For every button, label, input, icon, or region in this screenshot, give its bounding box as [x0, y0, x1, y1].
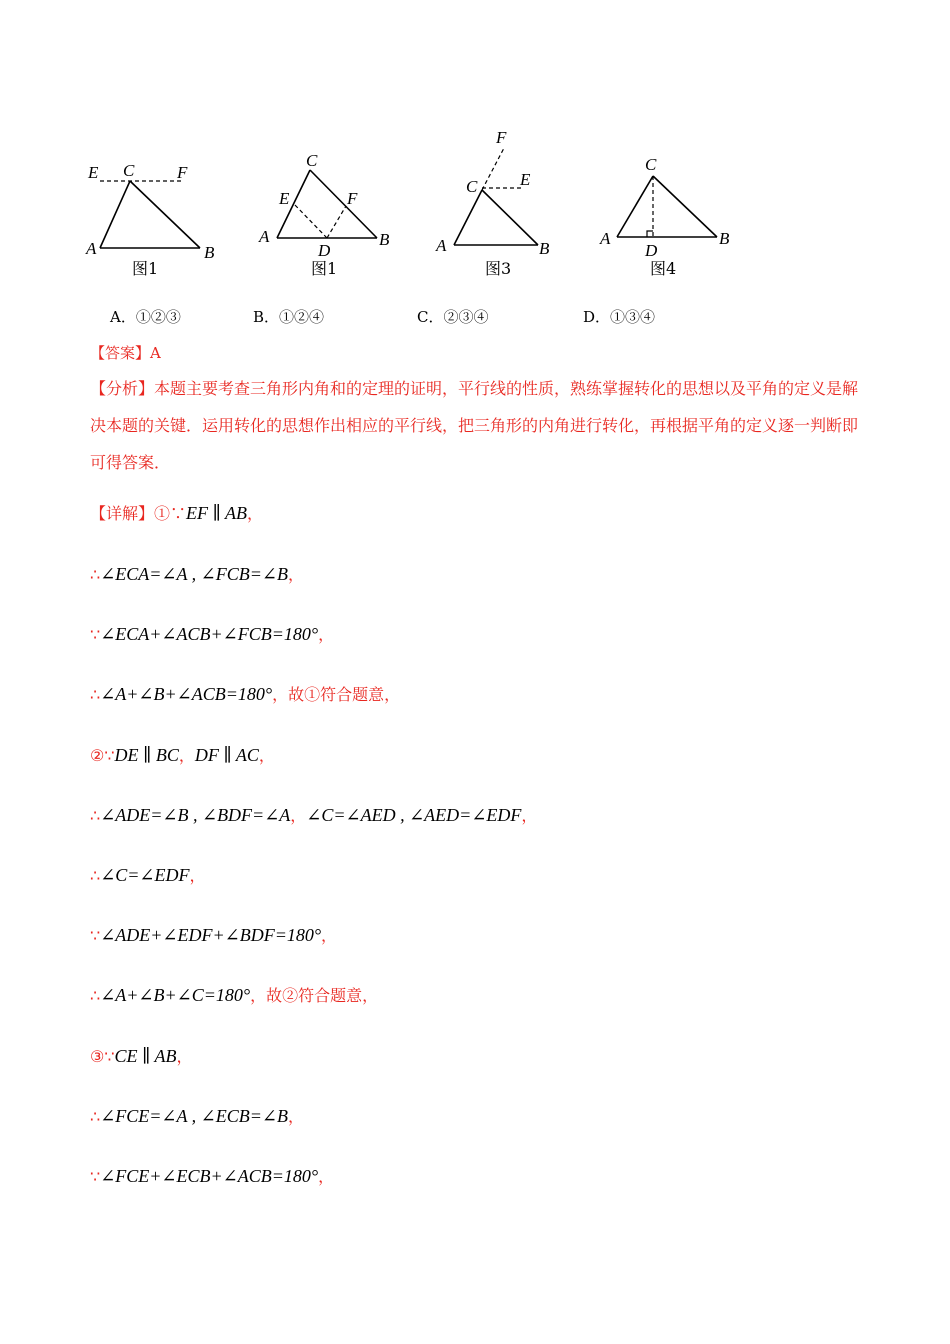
label-F: F [347, 189, 358, 208]
detail-line-8: ∵∠ADE+∠EDF+∠BDF=180°， [90, 925, 338, 945]
label-C: C [123, 161, 135, 180]
figure-4-caption: 图4 [650, 259, 677, 278]
figure-2-caption: 图1 [311, 259, 338, 278]
detail-tag: 【详解】 [90, 504, 155, 523]
label-A: A [600, 229, 611, 248]
detail-line-5: ②∵DE ∥ BC，DF ∥ AC， [90, 745, 275, 765]
label-B: B [379, 230, 390, 249]
label-B: B [719, 229, 730, 248]
label-C: C [466, 177, 478, 196]
detail-line-1: 【详解】①∵EF ∥ AB， [90, 503, 264, 523]
detail-line-10: ③∵CE ∥ AB， [90, 1046, 193, 1066]
label-D: D [318, 241, 331, 260]
figure-4-diagram [595, 150, 745, 280]
figure-3 [430, 128, 580, 284]
figure-2 [255, 150, 405, 284]
label-E: E [88, 163, 99, 182]
figure-4 [595, 150, 745, 284]
detail-line-11: ∴∠FCE=∠A , ∠ECB=∠B， [90, 1106, 304, 1126]
detail-line-3: ∵∠ECA+∠ACB+∠FCB=180°， [90, 624, 335, 644]
detail-line-9: ∴∠A+∠B+∠C=180°，故②符合题意， [90, 985, 379, 1005]
detail-line-6: ∴∠ADE=∠B , ∠BDF=∠A，∠C=∠AED , ∠AED=∠EDF， [90, 805, 538, 825]
option-c[interactable]: C．②③④ [417, 308, 489, 326]
label-F: F [496, 128, 507, 147]
analysis-tag: 【分析】 [90, 379, 155, 398]
analysis-text: 本题主要考查三角形内角和的定理的证明，平行线的性质，熟练掌握转化的思想以及平角的定义是解决本题的关键．运用转化的思想作出相应的平行线，把三角形的内角进行转化，再根据平角的定义逐一判断即可得答案． [90, 379, 859, 472]
detail-line-7: ∴∠C=∠EDF， [90, 865, 206, 885]
label-F: F [177, 163, 188, 182]
label-E: E [279, 189, 290, 208]
analysis [90, 370, 862, 481]
figure-3-diagram [430, 128, 580, 280]
figure-1-diagram [80, 150, 230, 280]
label-C: C [306, 151, 318, 170]
label-B: B [539, 239, 550, 258]
detail-line-2: ∴∠ECA=∠A , ∠FCB=∠B， [90, 564, 304, 584]
detail-line-4: ∴∠A+∠B+∠ACB=180°，故①符合题意， [90, 684, 401, 704]
detail-line-12: ∵∠FCE+∠ECB+∠ACB=180°， [90, 1166, 335, 1186]
answer [90, 342, 161, 363]
figure-3-caption: 图3 [485, 259, 512, 278]
figure-1-caption: 图1 [132, 259, 159, 278]
option-a[interactable]: A．①②③ [110, 308, 181, 326]
option-d[interactable]: D．①③④ [583, 308, 656, 326]
figure-2-diagram [255, 150, 405, 280]
label-B: B [204, 243, 215, 262]
figure-1 [80, 150, 230, 284]
label-C: C [645, 155, 657, 174]
label-E: E [520, 170, 531, 189]
answer-tag: 【答案】 [90, 344, 151, 362]
option-b[interactable]: B．①②④ [253, 308, 325, 326]
label-D: D [645, 241, 658, 260]
label-A: A [436, 236, 447, 255]
answer-value: A [150, 344, 161, 362]
label-A: A [86, 239, 97, 258]
label-A: A [259, 227, 270, 246]
